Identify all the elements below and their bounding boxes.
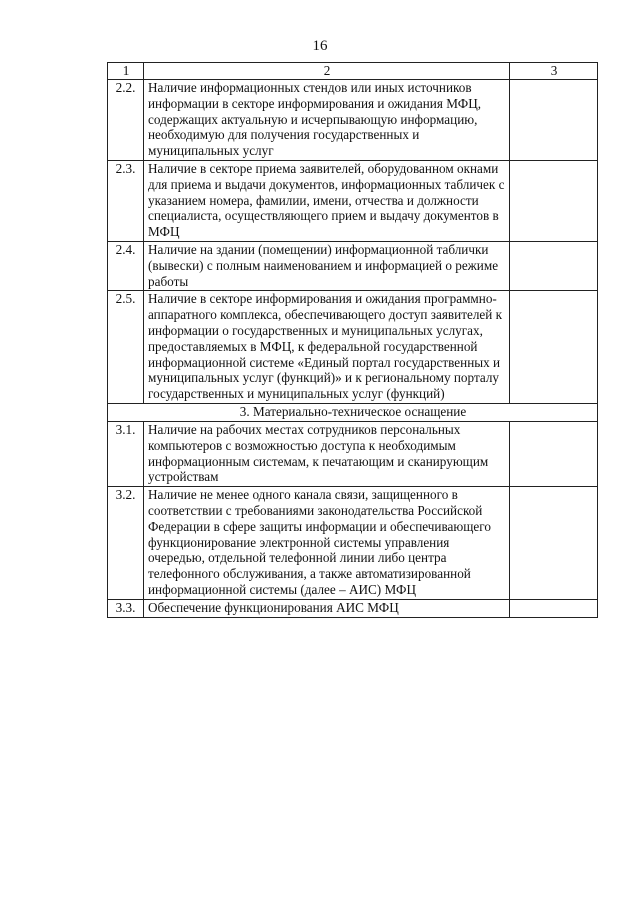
- row-description: Обеспечение функционирования АИС МФЦ: [144, 599, 510, 617]
- section-title: 3. Материально-техническое оснащение: [108, 403, 598, 421]
- table-row: [108, 241, 598, 290]
- table-body: [108, 63, 598, 618]
- row-value: [510, 80, 598, 161]
- row-number: 2.5.: [108, 291, 144, 404]
- row-description: Наличие в секторе информирования и ожидания программно-аппаратного комплекса, обеспечивающего доступ заявителей к информации о государственных и муниципальных услугах, предоставляемых в МФЦ, к федеральной государственной информационной системе «Единый портал государственных и муниципальных услуг (функций)» и к региональному порталу государственных и муниципальных услуг (функций): [144, 291, 510, 404]
- checklist-table: [107, 62, 598, 618]
- table-row: [108, 599, 598, 617]
- row-number: 3.1.: [108, 421, 144, 486]
- row-value: [510, 599, 598, 617]
- row-number: 2.4.: [108, 241, 144, 290]
- column-header: 3: [510, 63, 598, 80]
- section-row: [108, 403, 598, 421]
- table-row: [108, 291, 598, 404]
- row-description: Наличие на здании (помещении) информационной таблички (вывески) с полным наименованием и информацией о режиме работы: [144, 241, 510, 290]
- table-row: [108, 160, 598, 241]
- table-header-row: [108, 63, 598, 80]
- column-header: 2: [144, 63, 510, 80]
- row-number: 3.3.: [108, 599, 144, 617]
- table-row: [108, 487, 598, 600]
- page-number: 16: [312, 38, 328, 54]
- row-description: Наличие информационных стендов или иных источников информации в секторе информирования и ожидания МФЦ, содержащих актуальную и исчерпывающую информацию, необходимую для получения государственных и муниципальных услуг: [144, 80, 510, 161]
- row-value: [510, 241, 598, 290]
- row-number: 2.3.: [108, 160, 144, 241]
- row-value: [510, 421, 598, 486]
- row-number: 3.2.: [108, 487, 144, 600]
- row-description: Наличие не менее одного канала связи, защищенного в соответствии с требованиями законодательства Российской Федерации в сфере защиты информации и обеспечивающего функционирование электронной системы управления очередью, отдельной телефонной линии либо центра телефонного обслуживания, а также автоматизированной информационной системы (далее – АИС) МФЦ: [144, 487, 510, 600]
- row-value: [510, 487, 598, 600]
- row-value: [510, 291, 598, 404]
- table-row: [108, 421, 598, 486]
- column-header: 1: [108, 63, 144, 80]
- row-value: [510, 160, 598, 241]
- table-row: [108, 80, 598, 161]
- row-description: Наличие на рабочих местах сотрудников персональных компьютеров с возможностью доступа к необходимым информационным системам, к печатающим и сканирующим устройствам: [144, 421, 510, 486]
- row-description: Наличие в секторе приема заявителей, оборудованном окнами для приема и выдачи документов, информационных табличек с указанием номера, фамилии, имени, отчества и должности специалиста, осуществляющего прием и выдачу документов в МФЦ: [144, 160, 510, 241]
- row-number: 2.2.: [108, 80, 144, 161]
